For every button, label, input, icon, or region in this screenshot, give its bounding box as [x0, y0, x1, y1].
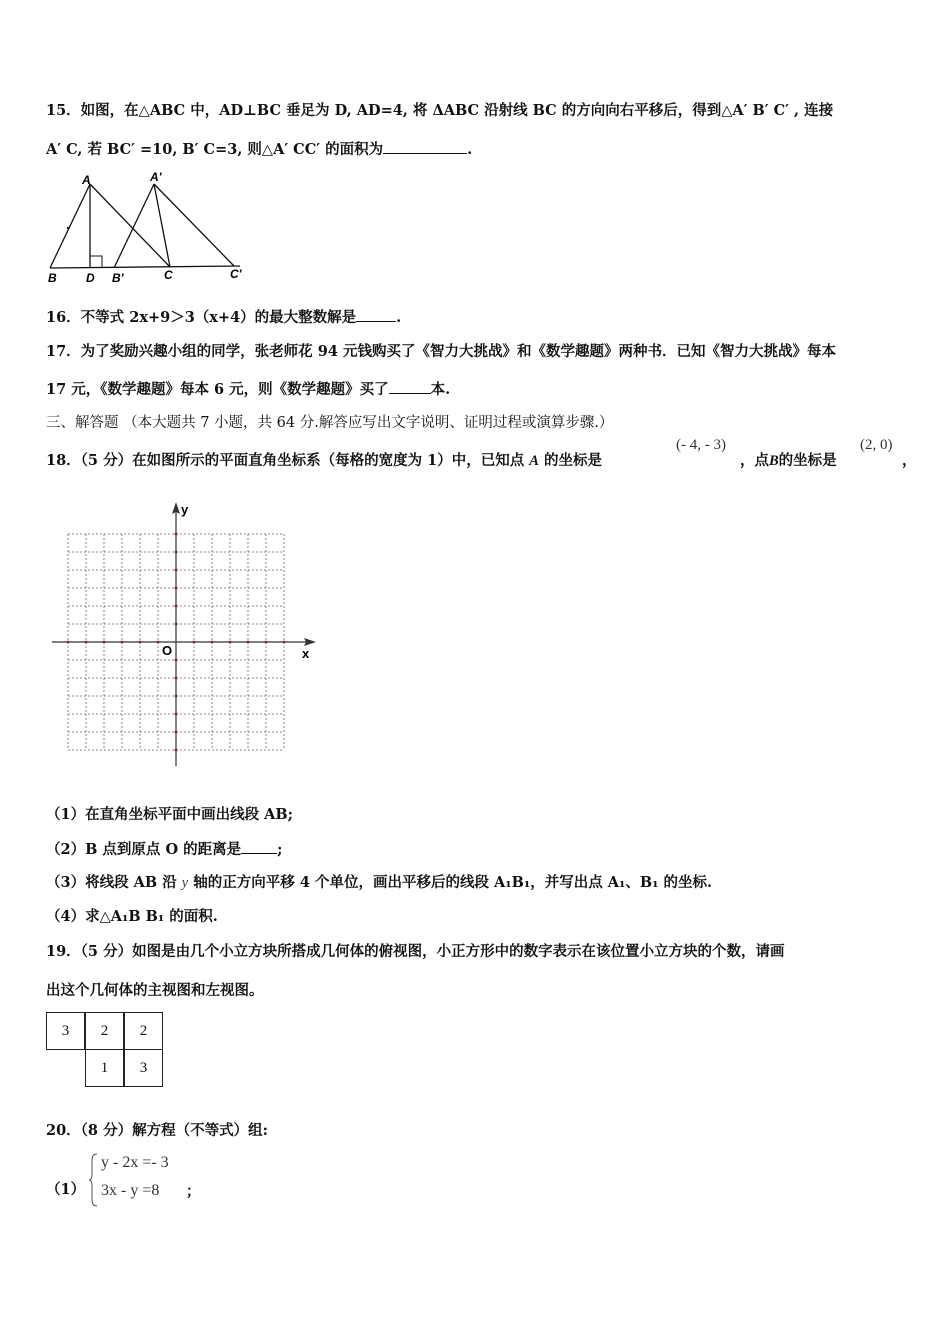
x-axis-label: x — [302, 646, 310, 661]
grid-cell: 2 — [124, 1012, 163, 1050]
x-axis-tick — [283, 641, 286, 644]
y-axis-tick — [175, 551, 178, 554]
origin-label: O — [162, 643, 173, 658]
q18-sub3-suffix: 轴的正方向平移 4 个单位，画出平移后的线段 A₁B₁，并写出点 A₁、B₁ 的坐标. — [193, 874, 713, 891]
x-axis-tick — [211, 641, 214, 644]
label-a: A — [82, 173, 91, 187]
x-axis-tick — [157, 641, 160, 644]
q16-prefix: 16．不等式 2x+9＞3（x+4）的最大整数解是 — [46, 309, 357, 326]
label-d: D — [86, 271, 95, 285]
q15-answer-blank[interactable] — [383, 139, 467, 154]
q20-line1: 20．（8 分）解方程（不等式）组: — [46, 1122, 268, 1139]
q15-line2-prefix: A′ C, 若 BC′ =10, B′ C=3, 则△A′ CC′ 的面积为 — [46, 141, 384, 158]
x-axis-tick — [67, 641, 70, 644]
y-axis-tick — [175, 713, 178, 716]
coordinate-grid[interactable] — [50, 500, 330, 770]
label-b-prime: B' — [112, 271, 124, 285]
grid-cell: 2 — [85, 1012, 124, 1050]
q18-line1-b — [740, 451, 837, 471]
q19-line1: 19．（5 分）如图是由几个小立方块所搭成几何体的俯视图，小正方形中的数字表示在该位置小立方块的个数，请画 — [46, 943, 785, 960]
q20-eq2: 3x - y =8 — [101, 1182, 160, 1199]
y-axis-tick — [175, 659, 178, 662]
y-axis-tick — [175, 605, 178, 608]
q15-line2 — [46, 139, 472, 160]
y-axis-tick — [175, 731, 178, 734]
q17-answer-blank[interactable] — [389, 379, 431, 394]
q16-suffix: . — [396, 309, 402, 326]
q16-answer-blank[interactable] — [356, 307, 396, 322]
y-axis-tick — [175, 533, 178, 536]
triangle-translation-figure — [44, 168, 254, 288]
x-axis-tick — [103, 641, 106, 644]
y-axis-label: y — [181, 502, 189, 517]
q18-mid: 的坐标是 — [544, 452, 602, 469]
q16-line — [46, 307, 401, 328]
q18-sub3 — [46, 873, 712, 893]
y-axis-tick — [175, 587, 178, 590]
x-axis-tick — [265, 641, 268, 644]
grid-cell: 1 — [85, 1049, 124, 1087]
label-c-prime: C' — [230, 267, 242, 281]
grid-cell: 3 — [46, 1012, 85, 1050]
y-axis-tick — [175, 623, 178, 626]
q18-coord-a: (- 4, - 3) — [676, 437, 726, 453]
q18-line1-end: ， — [902, 452, 917, 469]
q18-mid2: ，点 — [740, 452, 769, 469]
q20-sub1-end: ； — [186, 1183, 201, 1200]
q18-sub2-prefix: （2）B 点到原点 O 的距离是 — [46, 841, 242, 858]
q18-distance-blank[interactable] — [241, 839, 277, 854]
grid-cell: 3 — [124, 1049, 163, 1087]
x-axis-tick — [247, 641, 250, 644]
q17-line2-prefix: 17 元，《数学趣题》每本 6 元，则《数学趣题》买了 — [46, 381, 389, 398]
q15-line1: 15．如图，在△ABC 中，AD⊥BC 垂足为 D, AD=4, 将 ΔABC 沿射线 BC 的方向向右平移后，得到△A′ B′ C′ , 连接 — [46, 102, 834, 119]
q18-point-b: B — [769, 453, 779, 469]
q18-sub3-var: y — [181, 875, 189, 891]
q18-coord-b: (2, 0) — [860, 437, 893, 453]
equation-brace — [89, 1152, 99, 1208]
q18-sub1: （1）在直角坐标平面中画出线段 AB; — [46, 806, 293, 823]
q19-line2: 出这个几何体的主视图和左视图。 — [46, 982, 264, 999]
q20-eq1: y - 2x =- 3 — [101, 1154, 169, 1171]
section-3-heading: 三、解答题 （本大题共 7 小题，共 64 分.解答应写出文字说明、证明过程或演算步骤.） — [46, 415, 614, 431]
q15-line2-suffix: . — [467, 141, 473, 158]
label-b: B — [48, 271, 57, 285]
q20-sub1-label: （1） — [46, 1181, 86, 1198]
q17-line2-suffix: 本. — [430, 381, 451, 398]
y-axis-tick — [175, 695, 178, 698]
q17-line2 — [46, 379, 450, 400]
y-axis-tick — [175, 749, 178, 752]
q18-mid3: 的坐标是 — [778, 452, 837, 469]
y-axis-tick — [175, 569, 178, 572]
q18-point-a: A — [529, 453, 539, 469]
x-axis-tick — [121, 641, 124, 644]
x-axis-tick — [229, 641, 232, 644]
q18-sub4: （4）求△A₁B B₁ 的面积. — [46, 908, 218, 925]
label-a-prime: A' — [150, 170, 162, 184]
y-axis-tick — [175, 677, 178, 680]
q18-sub3-prefix: （3）将线段 AB 沿 — [46, 874, 177, 891]
q18-sub2 — [46, 839, 282, 860]
label-c: C — [164, 268, 173, 282]
x-axis-tick — [193, 641, 196, 644]
x-axis-tick — [85, 641, 88, 644]
q18-sub2-suffix: ; — [277, 841, 283, 858]
q18-prefix: 18．（5 分）在如图所示的平面直角坐标系（每格的宽度为 1）中，已知点 — [46, 452, 525, 469]
q17-line1: 17．为了奖励兴趣小组的同学，张老师花 94 元钱购买了《智力大挑战》和《数学趣题》两种书．已知《智力大挑战》每本 — [46, 343, 836, 360]
x-axis-tick — [139, 641, 142, 644]
